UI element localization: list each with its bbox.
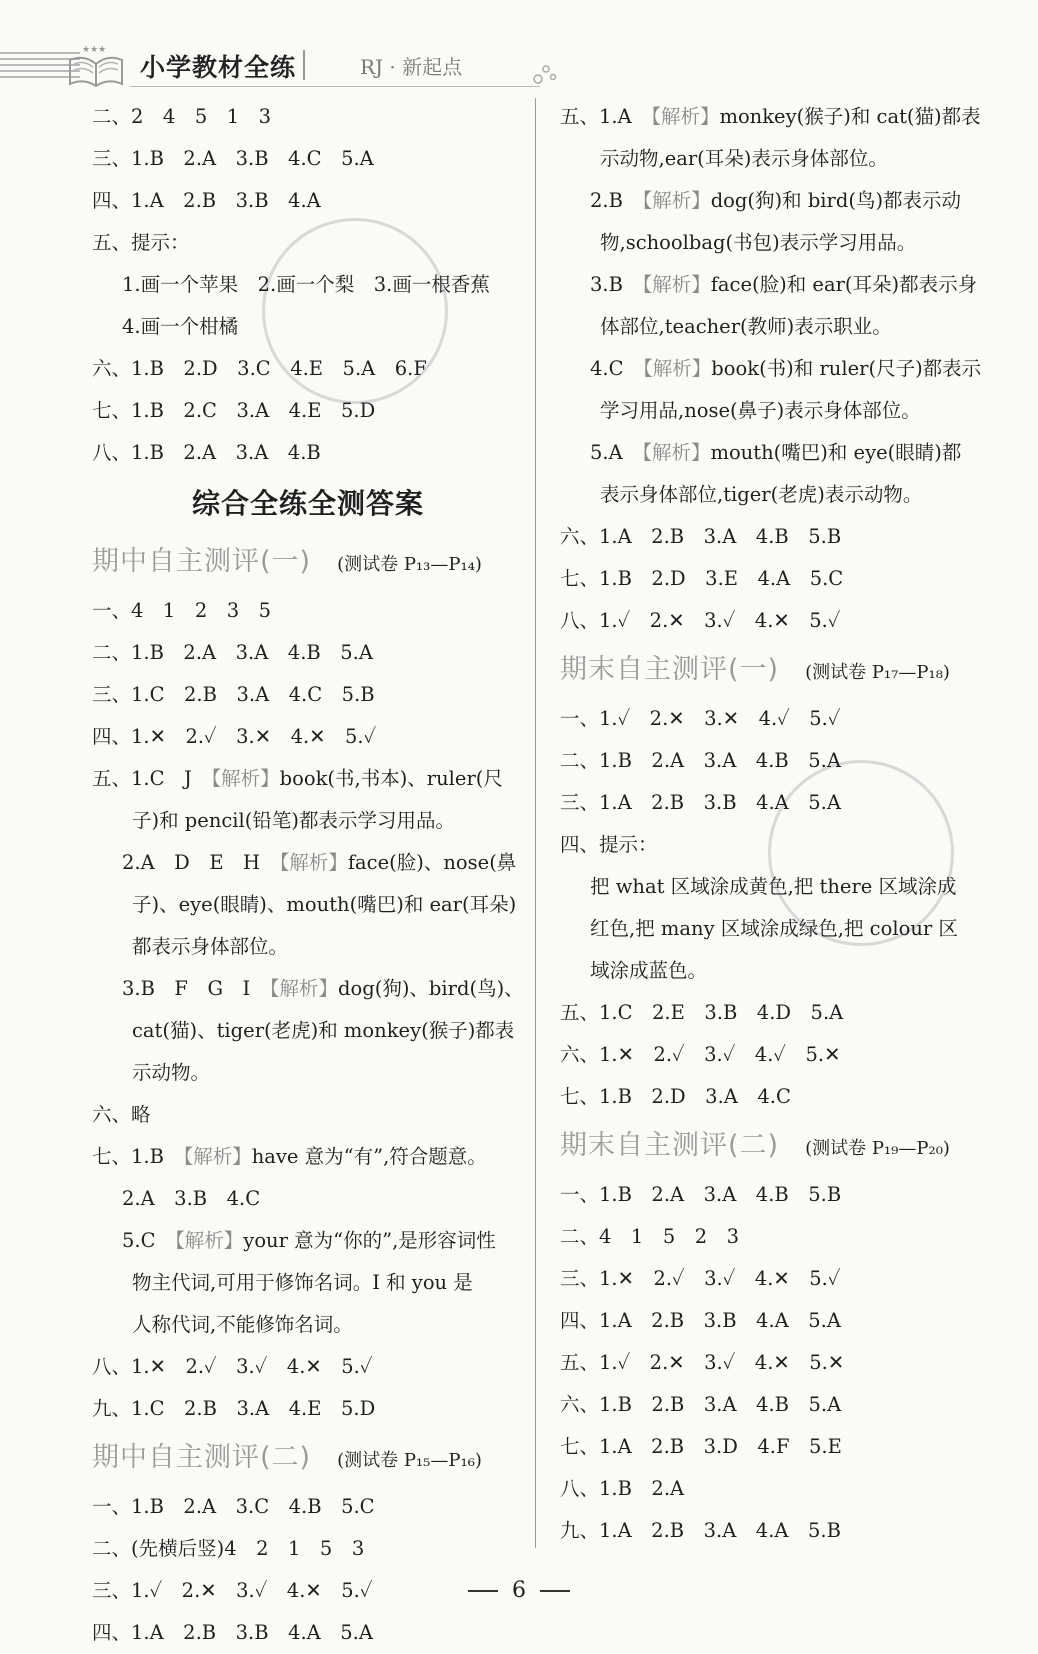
answer-line	[92, 758, 524, 800]
answer-line	[560, 950, 1000, 992]
answer-line	[92, 1486, 524, 1528]
header-separator	[303, 50, 305, 80]
analysis-text: dog(狗)、bird(鸟)、	[338, 977, 524, 1000]
answer-line	[92, 306, 524, 348]
answer-text: 2.A 3.B 4.C	[122, 1187, 261, 1210]
test-page-range: (测试卷 P₁₅—P₁₆)	[337, 1450, 482, 1471]
answer-line	[92, 1136, 524, 1178]
answer-text: 2.A D E H	[122, 851, 280, 874]
answer-line	[560, 1216, 1000, 1258]
analysis-text: book(书,书本)、ruler(尺	[279, 767, 503, 790]
answer-line	[560, 390, 1000, 432]
answer-line	[92, 348, 524, 390]
answer-line	[560, 992, 1000, 1034]
answer-text: 5.C	[122, 1229, 176, 1252]
answer-text: 二、2 4 5 1 3	[92, 105, 272, 128]
answer-line	[92, 432, 524, 474]
section-title: 期中自主测评(一)	[92, 546, 312, 577]
answer-line	[92, 1388, 524, 1430]
answer-line	[92, 264, 524, 306]
answer-text: 3.B F G I	[122, 977, 270, 1000]
answer-text: 红色,把 many 区域涂成绿色,把 colour 区	[590, 917, 958, 940]
answer-line	[560, 600, 1000, 642]
answer-line	[92, 884, 524, 926]
answer-text: 六、略	[92, 1103, 151, 1126]
right-column	[560, 96, 1000, 1552]
analysis-text: dog(狗)和 bird(鸟)都表示动	[710, 189, 962, 212]
page-number-text: 6	[512, 1578, 526, 1603]
answer-text: 四、1.A 2.B 3.B 4.A 5.A	[560, 1309, 841, 1332]
answer-line	[560, 138, 1000, 180]
analysis-text: book(书)和 ruler(尺子)都表示	[711, 357, 982, 380]
answer-text: 二、(先横后竖)4 2 1 5 3	[92, 1537, 365, 1560]
answer-text: 示动物。	[132, 1061, 211, 1084]
answer-line	[560, 1426, 1000, 1468]
answer-text: 五、提示：	[92, 231, 190, 254]
analysis-text: have 意为“有”,符合题意。	[251, 1145, 487, 1168]
answer-text: 三、1.✕ 2.✓ 3.✓ 4.✕ 5.✓	[560, 1267, 841, 1290]
answer-line	[560, 1034, 1000, 1076]
analysis-tag: 【解析】	[269, 977, 339, 1000]
section-heading	[92, 1430, 524, 1486]
open-book-icon	[66, 42, 126, 88]
answer-text: 八、1.B 2.A	[560, 1477, 685, 1500]
analysis-tag: 【解析】	[643, 357, 712, 380]
analysis-tag: 【解析】	[183, 1145, 252, 1168]
analysis-text: mouth(嘴巴)和 eye(眼睛)都	[710, 441, 962, 464]
answer-text: 八、1.✓ 2.✕ 3.✓ 4.✕ 5.✓	[560, 609, 841, 632]
answer-text: 五、1.✓ 2.✕ 3.✓ 4.✕ 5.✕	[560, 1351, 845, 1374]
answer-text: 三、1.B 2.A 3.B 4.C 5.A	[92, 147, 374, 170]
answer-line	[92, 138, 524, 180]
answer-line	[92, 1612, 524, 1654]
edition-label: RJ · 新起点	[360, 55, 463, 79]
answer-text: 五、1.C J	[92, 767, 212, 790]
answer-line	[92, 800, 524, 842]
answer-text: 五、1.C 2.E 3.B 4.D 5.A	[560, 1001, 844, 1024]
answer-text: 一、1.✓ 2.✕ 3.✕ 4.✓ 5.✓	[560, 707, 841, 730]
answer-text: 六、1.B 2.D 3.C 4.E 5.A 6.F	[92, 357, 427, 380]
answer-line	[560, 1342, 1000, 1384]
answer-text: 物,schoolbag(书包)表示学习用品。	[600, 231, 917, 254]
answer-line	[560, 264, 1000, 306]
answer-text: 人称代词,不能修饰名词。	[132, 1313, 353, 1336]
answer-line	[560, 558, 1000, 600]
section-title: 期末自主测评(一)	[560, 654, 780, 685]
decor-dots-icon	[532, 59, 558, 85]
analysis-tag: 【解析】	[651, 105, 720, 128]
answer-line	[560, 1076, 1000, 1118]
answer-text: 六、1.A 2.B 3.A 4.B 5.B	[560, 525, 842, 548]
answer-line	[560, 474, 1000, 516]
section-title: 期末自主测评(二)	[560, 1130, 780, 1161]
svg-text:★★★: ★★★	[82, 45, 107, 55]
section-heading	[560, 1118, 1000, 1174]
answer-text: 表示身体部位,tiger(老虎)表示动物。	[600, 483, 923, 506]
test-page-range: (测试卷 P₁₉—P₂₀)	[805, 1138, 950, 1159]
answer-line	[560, 222, 1000, 264]
answer-line	[92, 222, 524, 264]
header-underline	[130, 86, 540, 87]
answer-text: 七、1.B 2.D 3.E 4.A 5.C	[560, 567, 844, 590]
answer-text: 三、1.A 2.B 3.B 4.A 5.A	[560, 791, 841, 814]
analysis-text: face(脸)和 ear(耳朵)都表示身	[710, 273, 978, 296]
answer-text: 一、1.B 2.A 3.A 4.B 5.B	[560, 1183, 842, 1206]
column-divider	[535, 98, 536, 1548]
answer-text: 七、1.B 2.C 3.A 4.E 5.D	[92, 399, 376, 422]
answer-text: 一、4 1 2 3 5	[92, 599, 272, 622]
answer-text: 四、提示：	[560, 833, 658, 856]
answer-line	[92, 1052, 524, 1094]
answer-line	[92, 1528, 524, 1570]
analysis-text: monkey(猴子)和 cat(猫)都表	[719, 105, 981, 128]
answer-text: 八、1.✕ 2.✓ 3.✓ 4.✕ 5.✓	[92, 1355, 373, 1378]
answer-text: 九、1.C 2.B 3.A 4.E 5.D	[92, 1397, 376, 1420]
answer-text: 物主代词,可用于修饰名词。I 和 you 是	[132, 1271, 473, 1294]
answer-text: 一、1.B 2.A 3.C 4.B 5.C	[92, 1495, 375, 1518]
answer-line	[560, 1258, 1000, 1300]
answer-line	[560, 1384, 1000, 1426]
answer-line	[92, 842, 524, 884]
answer-text: 都表示身体部位。	[132, 935, 289, 958]
left-column	[92, 96, 524, 1654]
answer-line	[92, 96, 524, 138]
section-heading	[560, 642, 1000, 698]
answer-text: 八、1.B 2.A 3.A 4.B	[92, 441, 321, 464]
answer-text: 4.画一个柑橘	[122, 315, 239, 338]
answer-text: cat(猫)、tiger(老虎)和 monkey(猴子)都表	[132, 1019, 515, 1042]
answer-line	[92, 716, 524, 758]
answer-line	[560, 96, 1000, 138]
answer-line	[560, 782, 1000, 824]
book-title: 小学教材全练	[140, 53, 297, 82]
analysis-tag: 【解析】	[642, 441, 711, 464]
answer-text: 域涂成蓝色。	[590, 959, 708, 982]
answer-text: 学习用品,nose(鼻子)表示身体部位。	[600, 399, 921, 422]
section-heading	[92, 534, 524, 590]
answer-text: 七、1.A 2.B 3.D 4.F 5.E	[560, 1435, 842, 1458]
answer-line	[92, 180, 524, 222]
answer-line	[92, 968, 524, 1010]
answer-line	[92, 1010, 524, 1052]
answer-line	[560, 698, 1000, 740]
answer-text: 3.B	[590, 273, 643, 296]
answer-line	[92, 1220, 524, 1262]
answer-line	[560, 1300, 1000, 1342]
answer-text: 示动物,ear(耳朵)表示身体部位。	[600, 147, 888, 170]
answer-text: 二、4 1 5 2 3	[560, 1225, 740, 1248]
answer-text: 三、1.✓ 2.✕ 3.✓ 4.✕ 5.✓	[92, 1579, 373, 1602]
analysis-text: face(脸)、nose(鼻	[347, 851, 517, 874]
answer-line	[92, 1262, 524, 1304]
answer-line	[560, 348, 1000, 390]
answer-text: 四、1.A 2.B 3.B 4.A	[92, 189, 321, 212]
section-title: 期中自主测评(二)	[92, 1442, 312, 1473]
answer-line	[92, 590, 524, 632]
answer-text: 九、1.A 2.B 3.A 4.A 5.B	[560, 1519, 841, 1542]
analysis-tag: 【解析】	[279, 851, 348, 874]
page-number-dash-left	[468, 1590, 498, 1592]
answer-line	[560, 306, 1000, 348]
page-number	[0, 1578, 1038, 1603]
answer-text: 四、1.A 2.B 3.B 4.A 5.A	[92, 1621, 373, 1644]
answer-text: 四、1.✕ 2.✓ 3.✕ 4.✕ 5.✓	[92, 725, 377, 748]
answer-line	[92, 926, 524, 968]
answer-line	[560, 516, 1000, 558]
answer-text: 五、1.A	[560, 105, 652, 128]
answer-line	[560, 432, 1000, 474]
answer-text: 二、1.B 2.A 3.A 4.B 5.A	[560, 749, 841, 772]
answer-line	[92, 390, 524, 432]
answer-text: 子)、eye(眼睛)、mouth(嘴巴)和 ear(耳朵)	[132, 893, 517, 916]
page-number-dash-right	[540, 1590, 570, 1592]
answer-text: 六、1.B 2.B 3.A 4.B 5.A	[560, 1393, 842, 1416]
answer-text: 体部位,teacher(教师)表示职业。	[600, 315, 892, 338]
answer-line	[560, 866, 1000, 908]
answer-line	[560, 740, 1000, 782]
answer-text: 三、1.C 2.B 3.A 4.C 5.B	[92, 683, 375, 706]
answer-line	[92, 632, 524, 674]
answer-line	[560, 180, 1000, 222]
answer-text: 4.C	[590, 357, 644, 380]
answer-text: 六、1.✕ 2.✓ 3.✓ 4.✓ 5.✕	[560, 1043, 841, 1066]
analysis-text: your 意为“你的”,是形容词性	[243, 1229, 496, 1252]
answer-text: 5.A	[590, 441, 643, 464]
answer-text: 子)和 pencil(铅笔)都表示学习用品。	[132, 809, 455, 832]
analysis-tag: 【解析】	[642, 189, 711, 212]
answer-line	[560, 824, 1000, 866]
analysis-tag: 【解析】	[211, 767, 280, 790]
answer-line	[560, 908, 1000, 950]
answer-line	[92, 1178, 524, 1220]
test-page-range: (测试卷 P₁₇—P₁₈)	[805, 662, 950, 683]
analysis-tag: 【解析】	[175, 1229, 244, 1252]
answer-text: 七、1.B	[92, 1145, 184, 1168]
analysis-tag: 【解析】	[642, 273, 711, 296]
answer-text: 2.B	[590, 189, 643, 212]
main-heading: 综合全练全测答案	[191, 487, 424, 520]
answer-text: 二、1.B 2.A 3.A 4.B 5.A	[92, 641, 373, 664]
answer-text: 七、1.B 2.D 3.A 4.C	[560, 1085, 791, 1108]
answer-line	[560, 1468, 1000, 1510]
answer-line	[560, 1510, 1000, 1552]
answer-line	[560, 1174, 1000, 1216]
answer-text: 1.画一个苹果 2.画一个梨 3.画一根香蕉	[122, 273, 490, 296]
answer-text: 把 what 区域涂成黄色,把 there 区域涂成	[590, 875, 957, 898]
test-page-range: (测试卷 P₁₃—P₁₄)	[337, 554, 482, 575]
answer-line	[92, 1346, 524, 1388]
page-header	[0, 34, 560, 94]
answer-line	[92, 1094, 524, 1136]
answer-line	[92, 1304, 524, 1346]
answer-line	[92, 674, 524, 716]
